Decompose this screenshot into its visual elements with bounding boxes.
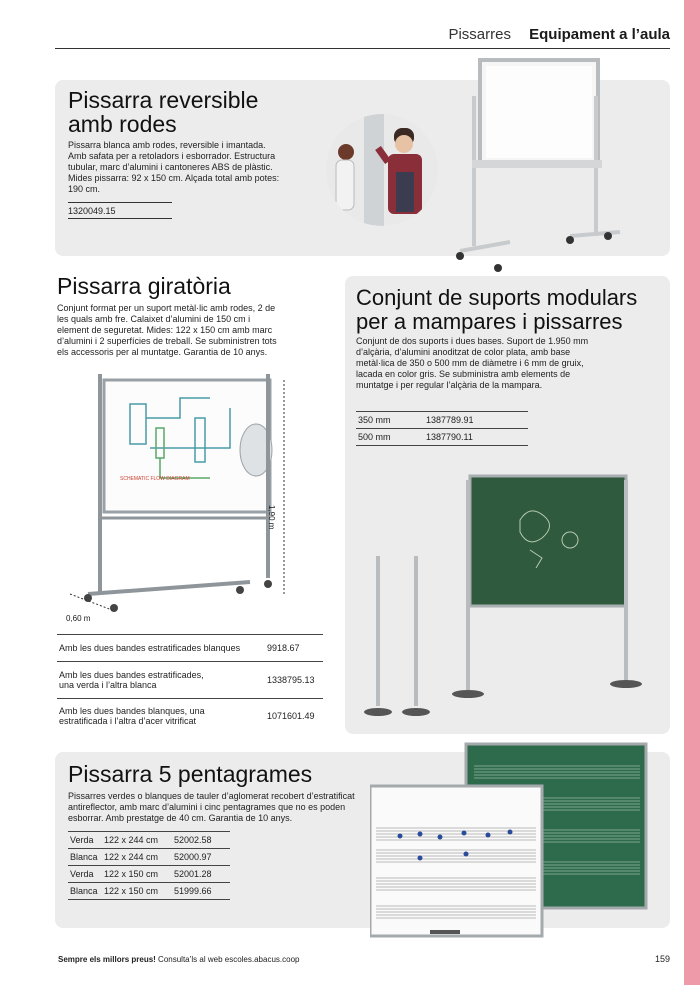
desc-line: Amb les dues bandes estratificades, <box>59 670 204 680</box>
rule-cell <box>356 446 528 447</box>
product-title-reversible <box>68 88 328 136</box>
desc-line: estratificada i l’altra d’acer vitrificat <box>59 715 197 726</box>
rotating-whiteboard-image <box>60 368 330 628</box>
product-description-suports: Conjunt de dos suports i dues bases. Suport de 1.950 mm d’alçària, d’alumini anoditzat de color plata, amb base metàl·lica de 350 o 500 mm de diàmetre i 6 mm de gruix, lacada en color gris. Se subministra amb elements de muntatge i per regular l’alçària de la mampara. <box>356 336 589 390</box>
product-title-giratoria: Pissarra giratòria <box>57 273 231 299</box>
code-rule <box>68 218 172 219</box>
product-title-pentagrames: Pissarra 5 pentagrames <box>68 761 313 787</box>
row-code: 1387789.91 <box>424 412 528 429</box>
row-color: Blanca <box>68 849 102 866</box>
product-description-reversible: Pissarra blanca amb rodes, reversible i imantada. Amb safata per a retoladors i esborrador. Estructura tubular, marc d’alumini i cantoneres ABS de plàstic. Mides pissarra: 92 x 150 cm. Alçada total amb potes: 190 cm. <box>68 140 280 194</box>
title-line: Pissarra reversible <box>68 87 259 113</box>
rule-cell <box>68 900 230 901</box>
header-divider <box>55 48 670 49</box>
header-section: Pissarres <box>448 26 511 43</box>
desc-line: una verda i l’altra blanca <box>59 680 157 690</box>
product-title-suports <box>356 286 668 334</box>
row-size: 122 x 150 cm <box>102 883 172 900</box>
table-bottom-rule <box>356 446 528 447</box>
variants-table-giratoria <box>57 634 323 733</box>
row-description <box>57 662 265 699</box>
product-description-giratoria: Conjunt format per un suport metàl·lic amb rodes, 2 de les quals amb fre. Calaixet d’alumini de 150 cm i element de seguretat. Mides: 122 x 150 cm amb marc d’alumini i 2 superfícies de treball. Se subministren tots els accessoris per al muntatge. Garantia de 10 anys. <box>57 303 277 357</box>
variants-table-pentagrames <box>68 831 230 901</box>
page-header <box>448 26 670 43</box>
row-color: Verda <box>68 866 102 883</box>
product-code-reversible: 1320049.15 <box>68 206 116 216</box>
variants-table-suports <box>356 411 528 447</box>
row-code: 1387790.11 <box>424 429 528 446</box>
row-code: 52000.97 <box>172 849 230 866</box>
edge-color-tab <box>684 0 700 985</box>
modular-supports-image <box>360 470 650 722</box>
desc-line: Amb les dues bandes estratificades blanques <box>59 643 241 653</box>
table-row <box>57 662 323 699</box>
table-row <box>57 635 323 662</box>
desc-line: Amb les dues bandes blanques, una <box>59 705 205 716</box>
title-line: amb rodes <box>68 111 177 137</box>
title-line: Conjunt de suports modulars <box>356 285 638 310</box>
dimension-height: 1,90 m <box>267 505 276 530</box>
header-category: Equipament a l’aula <box>529 26 670 43</box>
table-row <box>68 849 230 866</box>
footer-note <box>58 955 299 964</box>
product-description-pentagrames: Pissarres verdes o blanques de tauler d’aglomerat recobert d’estratificat antireflector, amb marc d’alumini i cinc pentagrames que no es poden esborrar. Amb prestatge de 40 cm. Garantia de 10 anys. <box>68 791 355 823</box>
row-size: 122 x 150 cm <box>102 866 172 883</box>
table-row <box>356 429 528 446</box>
page-number: 159 <box>654 954 670 964</box>
reversible-whiteboard-image <box>450 56 630 278</box>
footer-text: Consulta’ls al web escoles.abacus.coop <box>155 955 300 964</box>
row-size: 122 x 244 cm <box>102 832 172 849</box>
row-description <box>57 699 265 733</box>
row-color: Verda <box>68 832 102 849</box>
table-bottom-rule <box>68 900 230 901</box>
row-size: 350 mm <box>356 412 424 429</box>
row-code: 52002.58 <box>172 832 230 849</box>
row-code: 52001.28 <box>172 866 230 883</box>
row-code: 9918.67 <box>265 635 323 662</box>
footer-bold: Sempre els millors preus! <box>58 955 156 964</box>
classroom-photo <box>324 112 440 228</box>
table-row <box>356 412 528 429</box>
row-code: 1338795.13 <box>265 662 323 699</box>
title-line: per a mampares i pissarres <box>356 309 623 334</box>
table-row <box>68 866 230 883</box>
music-boards-image <box>370 742 656 942</box>
table-row <box>68 832 230 849</box>
dimension-width: 0,60 m <box>66 614 91 623</box>
row-code: 51999.66 <box>172 883 230 900</box>
table-row <box>57 699 323 733</box>
whiteboard-text: SCHEMATIC FLOW DIAGRAM <box>120 476 190 482</box>
code-rule <box>68 202 172 203</box>
row-size: 122 x 244 cm <box>102 849 172 866</box>
row-code: 1071601.49 <box>265 699 323 733</box>
table-row <box>68 883 230 900</box>
row-size: 500 mm <box>356 429 424 446</box>
row-color: Blanca <box>68 883 102 900</box>
row-description <box>57 635 265 662</box>
